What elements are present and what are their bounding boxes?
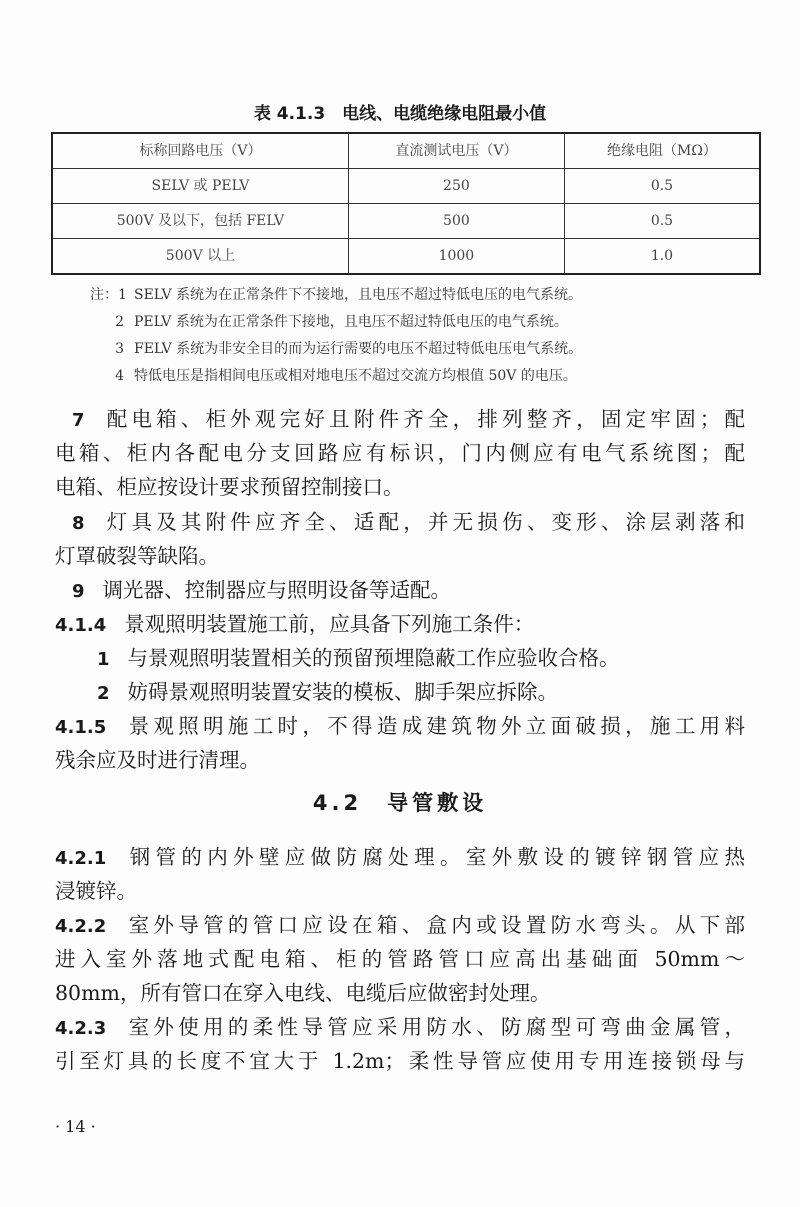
line-text: 景观照明装置施工前，应具备下列施工条件： [124, 612, 535, 636]
table-notes [90, 282, 582, 390]
paragraph-line [72, 573, 762, 607]
section-number: 4.2.3 [55, 1018, 107, 1039]
table-cell: SELV 或 PELV [52, 169, 348, 204]
note [90, 282, 582, 309]
item-number: 9 [72, 581, 85, 602]
item-number: 8 [72, 513, 85, 534]
paragraph-line [55, 607, 745, 641]
paragraph-line [55, 1010, 745, 1044]
table-cell: 1000 [348, 239, 564, 275]
paragraph-line: 80mm，所有管口在穿入电线、电缆后应做密封处理。 [55, 981, 551, 1005]
note-text: FELV 系统为非安全目的而为运行需要的电压不超过特低电压电气系统。 [134, 341, 583, 357]
note-number: 3 [115, 341, 124, 357]
paragraph-line [55, 840, 745, 874]
table-cell: 1.0 [564, 239, 760, 275]
item-number: 7 [72, 410, 85, 431]
item-number: 2 [97, 683, 110, 704]
section-heading: 4.2 导管敷设 [312, 791, 488, 815]
line-text: 与景观照明装置相关的预留预埋隐蔽工作应验收合格。 [127, 646, 620, 670]
table-row [52, 239, 760, 275]
item-number: 1 [97, 649, 110, 670]
note [90, 336, 582, 363]
note-number: 4 [115, 368, 124, 384]
paragraph-line: 电箱、柜应按设计要求预留控制接口。 [55, 475, 404, 499]
header-cell: 标称回路电压（V） [52, 133, 348, 169]
paragraph-line: 电箱、柜内各配电分支回路应有标识，门内侧应有电气系统图；配 [55, 441, 745, 465]
line-text: 室外使用的柔性导管应采用防水、防腐型可弯曲金属管， [124, 1015, 745, 1039]
section-number: 4.2.1 [55, 848, 107, 869]
insulation-resistance-table [51, 132, 761, 275]
note [90, 363, 582, 390]
line-text: 景观照明施工时，不得造成建筑物外立面破损，施工用料 [124, 714, 745, 738]
table-cell: 500V 及以下，包括 FELV [52, 204, 348, 239]
paragraph-line: 灯罩破裂等缺陷。 [55, 544, 219, 568]
line-text: 妨碍景观照明装置安装的模板、脚手架应拆除。 [127, 680, 559, 704]
table-row [52, 169, 760, 204]
paragraph-line [55, 908, 745, 942]
paragraph-line [72, 402, 745, 436]
header-cell: 绝缘电阻（MΩ） [564, 133, 760, 169]
paragraph-line [97, 641, 787, 675]
line-text: 室外导管的管口应设在箱、盒内或设置防水弯头。从下部 [124, 913, 745, 937]
paragraph-line: 引至灯具的长度不宜大于 1.2m；柔性导管应使用专用连接锁母与 [55, 1049, 745, 1073]
header-cell: 直流测试电压（V） [348, 133, 564, 169]
table-cell: 500 [348, 204, 564, 239]
note-number: 2 [115, 314, 124, 330]
paragraph-line [72, 505, 745, 539]
note-text: PELV 系统为在正常条件下接地，且电压不超过特低电压的电气系统。 [134, 314, 568, 330]
note [90, 309, 582, 336]
line-text: 调光器、控制器应与照明设备等适配。 [102, 578, 452, 602]
note-number: 注：1 [90, 287, 127, 303]
line-text: 灯具及其附件应齐全、适配，并无损伤、变形、涂层剥落和 [102, 510, 745, 534]
paragraph-line [55, 709, 745, 743]
section-number: 4.2.2 [55, 916, 107, 937]
table-cell: 500V 以上 [52, 239, 348, 275]
section-number: 4.1.5 [55, 717, 107, 738]
table-cell: 0.5 [564, 204, 760, 239]
paragraph-line [97, 675, 787, 709]
note-text: 特低电压是指相间电压或相对地电压不超过交流方均根值 50V 的电压。 [134, 368, 577, 384]
table-cell: 0.5 [564, 169, 760, 204]
table-header-row [52, 133, 760, 169]
section-number: 4.1.4 [55, 615, 107, 636]
table-row [52, 204, 760, 239]
line-text: 钢管的内外壁应做防腐处理。室外敷设的镀锌钢管应热 [124, 845, 745, 869]
paragraph-line: 进入室外落地式配电箱、柜的管路管口应高出基础面 50mm～ [55, 947, 745, 971]
table-cell: 250 [348, 169, 564, 204]
line-text: 配电箱、柜外观完好且附件齐全，排列整齐，固定牢固；配 [102, 407, 745, 431]
page-number: · 14 · [55, 1117, 96, 1136]
paragraph-line: 浸镀锌。 [55, 879, 137, 903]
note-text: SELV 系统为在正常条件下不接地，且电压不超过特低电压的电气系统。 [134, 287, 583, 303]
table-caption: 表 4.1.3 电线、电缆绝缘电阻最小值 [253, 104, 547, 124]
paragraph-line: 残余应及时进行清理。 [55, 748, 260, 772]
